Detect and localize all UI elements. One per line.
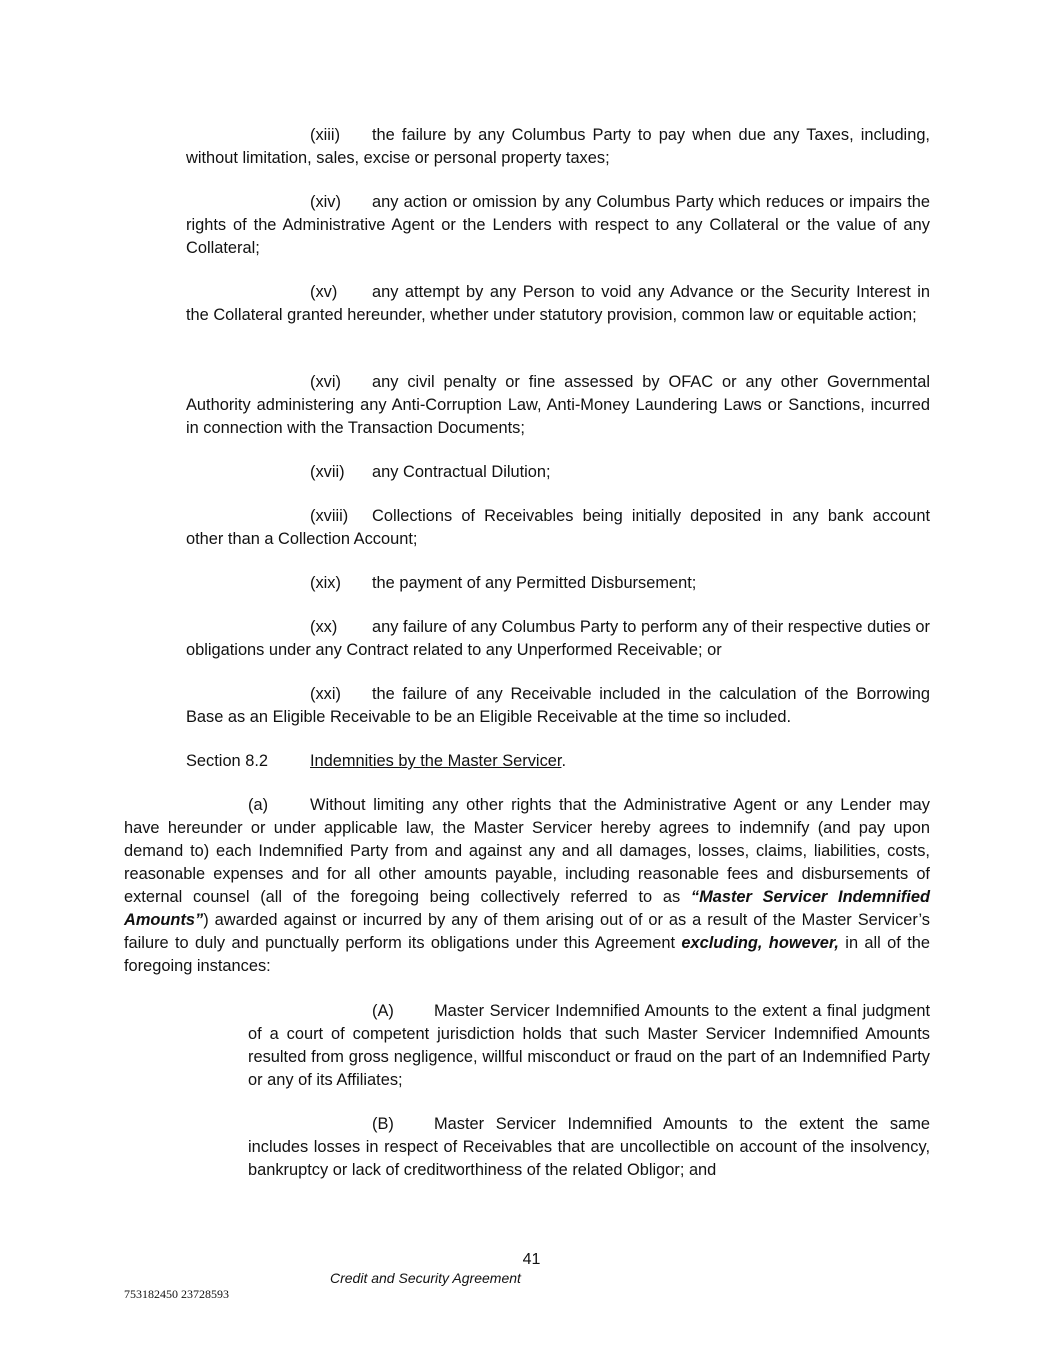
clause-xviii [186,505,930,551]
clause-xvii [186,461,930,484]
clause-text: any Contractual Dilution; [372,463,551,481]
clause-text: the failure of any Receivable included in the calculation of the Borrowing Base as an Eligible Receivable to be an Eligible Receivable at the time so included. [186,685,930,726]
clause-text: any action or omission by any Columbus Party which reduces or impairs the rights of the Administrative Agent or the Lenders with respect to any Collateral or the value of any Collateral; [186,193,930,257]
clause-label: (xxi) [310,685,341,703]
clause-text: any failure of any Columbus Party to perform any of their respective duties or obligations under any Contract related to any Unperformed Receivable; or [186,618,930,659]
clause-xix [186,572,930,595]
paragraph-text-2: ) awarded against or incurred by any of them arising out of or as a result of the Master Servicer’s failure to duly and punctually perform its obligations under this Agreement [124,911,930,952]
section-title-end: . [561,752,566,770]
section-number: Section 8.2 [186,752,269,770]
paragraph-text-3: in all of the foregoing instances: [124,934,930,975]
clause-xiv [186,191,930,260]
clause-label: (xvi) [310,373,341,391]
clause-label: (xv) [310,283,338,301]
footer-document-title: Credit and Security Agreement [330,1270,521,1286]
subclause-text: Master Servicer Indemnified Amounts to the extent a final judgment of a court of competent jurisdiction holds that such Master Servicer Indemnified Amounts resulted from gross negligence, willful misconduct or fraud on the part of an Indemnified Party or any of its Affiliates; [248,1002,930,1089]
paragraph-text-1: Without limiting any other rights that the Administrative Agent or any Lender may have hereunder or under applicable law, the Master Servicer hereby agrees to indemnify (and pay upon demand to) each Indemnified Party from and against any and all damages, losses, claims, liabilities, costs, reasonable expenses and for all other amounts payable, including reasonable fees and disbursements of external counsel (all of the foregoing being collectively referred to as [124,796,930,906]
clause-xv [186,281,930,327]
subclause-b [248,1113,930,1182]
section-title: Indemnities by the Master Servicer [310,752,562,770]
clause-xx [186,616,930,662]
clause-xxi [186,683,930,729]
paragraph-a [124,794,930,978]
section-heading [186,750,930,773]
page-number: 41 [522,1251,541,1268]
clause-label: (xix) [310,574,341,592]
clause-label: (xx) [310,618,338,636]
clause-label: (xiii) [310,126,341,144]
clause-xiii [186,124,930,170]
subclause-text: Master Servicer Indemnified Amounts to the extent the same includes losses in respect of Receivables that are uncollectible on account of the insolvency, bankruptcy or lack of creditworthiness of the related Obligor; and [248,1115,930,1179]
clause-text: the failure by any Columbus Party to pay when due any Taxes, including, without limitation, sales, excise or personal property taxes; [186,126,930,167]
clause-xvi [186,371,930,440]
subclause-label: (A) [372,1002,394,1020]
clause-text: any civil penalty or fine assessed by OFAC or any other Governmental Authority administering any Anti-Corruption Law, Anti-Money Laundering Laws or Sanctions, incurred in connection with the Transaction Documents; [186,373,930,437]
clause-text: Collections of Receivables being initially deposited in any bank account other than a Collection Account; [186,507,930,548]
document-id: 753182450 23728593 [124,1287,229,1301]
subclause-label: (B) [372,1115,394,1133]
defined-term: “Master Servicer Indemnified Amounts” [124,888,930,929]
clause-label: (xiv) [310,193,341,211]
emphasis-text: excluding, however, [681,934,839,952]
clause-text: the payment of any Permitted Disbursement; [372,574,697,592]
clause-label: (xvii) [310,463,345,481]
paragraph-label: (a) [248,796,269,814]
clause-label: (xviii) [310,507,349,525]
subclause-a [248,1000,930,1092]
clause-text: any attempt by any Person to void any Advance or the Security Interest in the Collateral granted hereunder, whether under statutory provision, common law or equitable action; [186,283,930,324]
